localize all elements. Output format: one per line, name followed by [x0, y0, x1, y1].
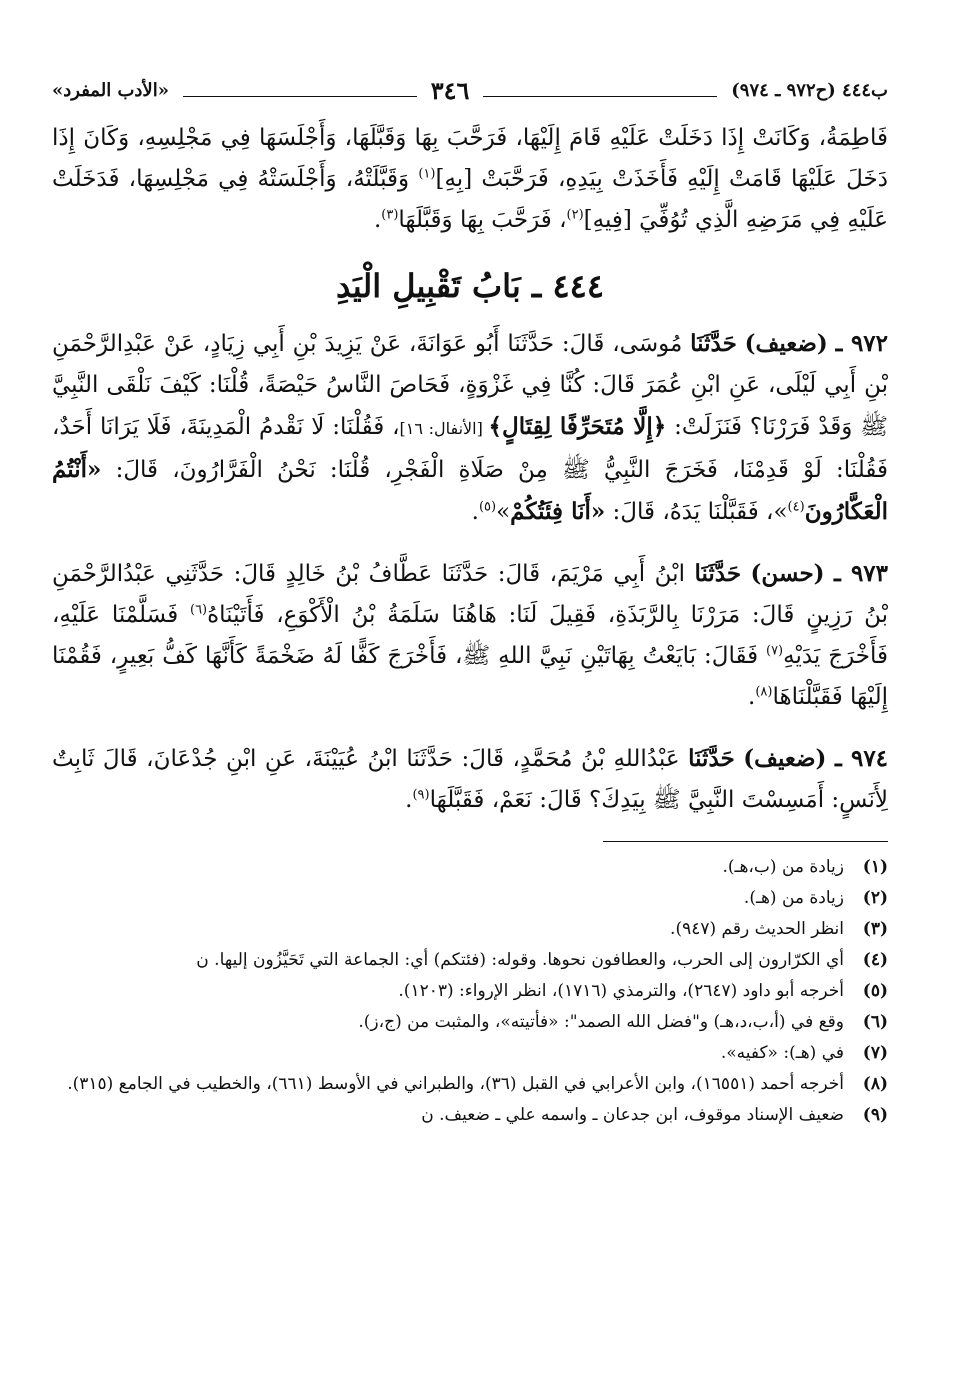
chain-keyword: حَدَّثَنَا	[688, 745, 735, 772]
intro-text: وَقَبَّلَتْهُ، وَأَجْلَسَتْهُ فِي مَجْلِسِهَا، فَدَخَلَتْ عَلَيْهِ فِي مَرَضِهِ الَّذِي تُوُفِّيَ [فِيهِ]	[52, 166, 888, 233]
quran-reference: [الأنفال: ١٦]	[399, 419, 489, 438]
page-number: ٣٤٦	[430, 75, 470, 105]
footnote-text: أخرجه أحمد (١٦٥٥١)، وابن الأعرابي في القبل (٣٦)، والطبراني في الأوسط (٦٦١)، والخطيب في الجامع (٣١٥).	[67, 1074, 844, 1094]
footnote-ref: (٥)	[478, 499, 497, 515]
footnote-number: (٨)	[862, 1074, 888, 1094]
hadith-grade: (ضعيف)	[744, 330, 828, 357]
prophetic-saying: «أَنْتُمُ الْعَكَّارُونَ	[52, 456, 888, 525]
footnote-item	[52, 945, 888, 976]
footnote-ref: (٤)	[787, 499, 805, 515]
footnote-item	[52, 883, 888, 914]
quran-quote: ﴿إِلَّا مُتَحَرِّفًا لِقِتَالٍ﴾	[488, 413, 667, 440]
footnote-item	[52, 1038, 888, 1069]
footnote-text: زيادة من (هـ).	[743, 888, 844, 908]
hadith-text: فَقَالَ: بَايَعْتُ بِهَاتَيْنِ نَبِيَّ اللهِ ﷺ، فَأَخْرَجَ كَفًّا لَهُ ضَخْمَةً كَأَنَّهَا كَفُّ بَعِيرٍ، فَقُمْنَا إِلَيْهَا فَقَبَّلْنَاهَا	[52, 643, 888, 710]
intro-text: فَاطِمَةُ، وَكَانَتْ إِذَا دَخَلَتْ عَلَيْهِ قَامَ إِلَيْهَا، فَرَحَّبَ بِهَا وَقَبَّلَهَا، وَأَجْلَسَهَا فِي مَجْلِسِهِ، وَكَانَ إِذَا دَخَلَ عَلَيْهَا قَامَتْ إِلَيْهِ فَأَخَذَتْ بِيَدِهِ، فَرَحَّبَتْ [بِهِ]	[52, 125, 888, 192]
hadith-text: مُوسَى، قَالَ: حَدَّثَنَا أَبُو عَوَانَةَ، عَنْ يَزِيدَ بْنِ أَبِي زِيَادٍ، عَنْ عَبْدِالرَّحْمَنِ بْنِ أَبِي لَيْلَى، عَنِ ابْنِ عُمَرَ قَالَ: كُنَّا فِي غَزْوَةٍ، فَحَاصَ النَّاسُ حَيْصَةً، قُلْنَا: كَيْفَ نَلْقَى النَّبِيَّ ﷺ وَقَدْ فَرَرْنَا؟ فَنَزَلَتْ:	[52, 331, 889, 440]
prophetic-saying: «أَنَا فِئَتُكُمْ	[510, 498, 606, 525]
hadith-text: .	[748, 684, 756, 710]
hadith-text: .	[471, 499, 479, 525]
hadith-text: »، فَقَبَّلْنَا يَدَهُ، قَالَ:	[605, 499, 788, 525]
footnote-text: وقع في (أ،ب،د،هـ) و"فضل الله الصمد": «فأتيته»، والمثبت من (ج،ز).	[358, 1012, 844, 1032]
hadith-text: ابْنُ أَبِي مَرْيَمَ، قَالَ: حَدَّثَنَا عَطَّافُ بْنُ خَالِدٍ قَالَ: حَدَّثَنِي عَبْدُالرَّحْمَنِ بْنُ رَزِينٍ قَالَ: مَرَرْنَا بِالرَّبَذَةِ، فَقِيلَ لَنَا: هَاهُنَا سَلَمَةُ بْنُ الْأَكْوَعِ، فَأَتَيْنَاهُ	[52, 561, 888, 628]
header-section-ref: ب٤٤٤ (ح٩٧٢ ـ ٩٧٤)	[731, 79, 888, 101]
footnote-item	[52, 914, 888, 945]
header-rule-right	[483, 84, 717, 97]
footnote-number: (٣)	[862, 919, 888, 939]
hadith-972	[52, 323, 888, 533]
footnote-ref: (٩)	[412, 787, 430, 803]
hadith-text: فَسَلَّمْنَا عَلَيْهِ، فَأَخْرَجَ يَدَيْهِ	[52, 602, 888, 669]
footnote-number: (٢)	[862, 888, 888, 908]
hadith-973	[52, 553, 888, 718]
running-header	[52, 70, 888, 110]
intro-text: ، فَرَحَّبَ بِهَا وَقَبَّلَهَا	[398, 207, 567, 233]
hadith-text: .	[405, 787, 413, 813]
footnote-number: (٧)	[862, 1043, 888, 1063]
chapter-title: ٤٤٤ ـ بَابُ تَقْبِيلِ الْيَدِ	[335, 267, 604, 305]
footnote-ref: (٢)	[566, 207, 584, 223]
footnote-ref: (٧)	[765, 643, 784, 659]
intro-paragraph	[52, 118, 888, 241]
footnote-ref: (١)	[418, 166, 436, 182]
footnote-number: (٥)	[862, 981, 888, 1001]
footnote-item	[52, 1069, 888, 1100]
footnote-item	[52, 852, 888, 883]
footnote-number: (١)	[862, 857, 888, 877]
hadith-974	[52, 738, 888, 821]
hadith-text: »	[496, 499, 511, 525]
hadith-number: ٩٧٤ ـ	[834, 745, 889, 772]
footnote-item	[52, 1007, 888, 1038]
hadith-text: عَبْدُاللهِ بْنُ مُحَمَّدٍ، قَالَ: حَدَّثَنَا ابْنُ عُيَيْنَةَ، عَنِ ابْنِ جُدْعَانَ، قَالَ ثَابِتٌ لِأَنَسٍ: أَمَسِسْتَ النَّبِيَّ ﷺ بِيَدِكَ؟ قَالَ: نَعَمْ، فَقَبَّلَهَا	[52, 746, 888, 813]
footnote-separator	[603, 841, 888, 842]
hadith-number: ٩٧٣ ـ	[834, 560, 888, 587]
footnote-number: (٤)	[862, 950, 888, 970]
book-title: «الأدب المفرد»	[52, 79, 169, 101]
footnote-number: (٦)	[862, 1012, 888, 1032]
footnote-ref: (٨)	[755, 684, 773, 700]
footnotes	[52, 852, 888, 1131]
footnote-ref: (٦)	[189, 602, 208, 618]
hadith-number: ٩٧٢ ـ	[835, 330, 889, 357]
footnote-number: (٩)	[862, 1105, 888, 1125]
hadith-text: ، فَقُلْنَا: لَا نَقْدمُ الْمَدِينَةَ، فَلَا يَرَانَا أَحَدٌ، فَقُلْنَا: لَوْ قَدِمْنَا، فَخَرَجَ النَّبِيُّ ﷺ مِنْ صَلَاةِ الْفَجْرِ، قُلْنَا: نَحْنُ الْفَرَّارُونَ، قَالَ:	[52, 414, 888, 483]
footnote-text: ضعيف الإسناد موقوف، ابن جدعان ـ واسمه علي ـ ضعيف. ن	[421, 1105, 844, 1125]
footnote-text: انظر الحديث رقم (٩٤٧).	[670, 919, 844, 939]
hadith-grade: (حسن)	[750, 560, 825, 587]
footnote-item	[52, 1100, 888, 1131]
header-rule-left	[183, 84, 417, 97]
chain-keyword: حَدَّثَنَا	[690, 330, 737, 357]
book-page	[52, 70, 888, 1131]
footnote-text: في (هـ): «كفيه».	[720, 1043, 844, 1063]
footnote-text: أخرجه أبو داود (٢٦٤٧)، والترمذي (١٧١٦)، انظر الإرواء: (١٢٠٣).	[398, 981, 844, 1001]
footnote-text: أي الكرّارون إلى الحرب، والعطافون نحوها. وقوله: (فئتكم) أي: الجماعة التي تَحَيَّزُون إليها. ن	[196, 950, 844, 970]
chain-keyword: حَدَّثَنَا	[694, 560, 742, 587]
footnote-text: زيادة من (ب،هـ).	[722, 857, 844, 877]
footnote-ref: (٣)	[381, 207, 399, 223]
hadith-grade: (ضعيف)	[743, 745, 827, 772]
footnote-item	[52, 976, 888, 1007]
intro-text: .	[373, 207, 382, 233]
